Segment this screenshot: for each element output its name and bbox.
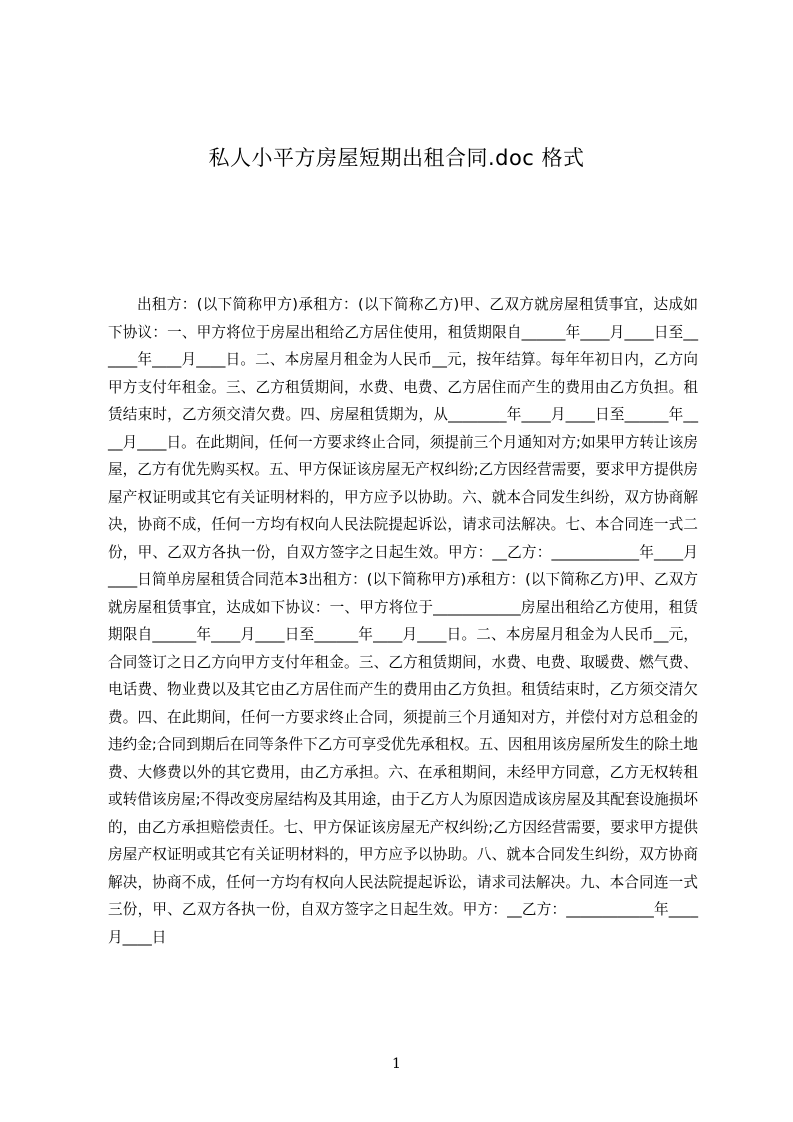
contract-body-paragraph: 出租方：(以下简称甲方)承租方：(以下简称乙方)甲、乙双方就房屋租赁事宜，达成如下协议：一、甲方将位于房屋出租给乙方居住使用，租赁期限自______年____月____日至______年____月____日。二、本房屋月租金为人民币__元，按年结算。每年年初日内，乙方向甲方支付年租金。三、乙方租赁期间，水费、电费、乙方居住而产生的费用由乙方负担。租赁结束时，乙方须交清欠费。四、房屋租赁期为，从________年____月____日至______年____月____日。在此期间，任何一方要求终止合同，须提前三个月通知对方;如果甲方转让该房屋，乙方有优先购买权。五、甲方保证该房屋无产权纠纷;乙方因经营需要，要求甲方提供房屋产权证明或其它有关证明材料的，甲方应予以协助。六、就本合同发生纠纷，双方协商解决，协商不成，任何一方均有权向人民法院提起诉讼，请求司法解决。七、本合同连一式二份，甲、乙双方各执一份，自双方签字之日起生效。甲方：__乙方：____________年____月____日简单房屋租赁合同范本3出租方：(以下简称甲方)承租方：(以下简称乙方)甲、乙双方就房屋租赁事宜，达成如下协议：一、甲方将位于____________房屋出租给乙方使用，租赁期限自______年____月____日至______年____月____日。二、本房屋月租金为人民币__元，合同签订之日乙方向甲方支付年租金。三、乙方租赁期间，水费、电费、取暖费、燃气费、电话费、物业费以及其它由乙方居住而产生的费用由乙方负担。租赁结束时，乙方须交清欠费。四、在此期间，任何一方要求终止合同，须提前三个月通知对方，并偿付对方总租金的违约金;合同到期后在同等条件下乙方可享受优先承租权。五、因租用该房屋所发生的除土地费、大修费以外的其它费用，由乙方承担。六、在承租期间，未经甲方同意，乙方无权转租或转借该房屋;不得改变房屋结构及其用途，由于乙方人为原因造成该房屋及其配套设施损坏的，由乙方承担赔偿责任。七、甲方保证该房屋无产权纠纷;乙方因经营需要，要求甲方提供房屋产权证明或其它有关证明材料的，甲方应予以协助。八、就本合同发生纠纷，双方协商解决，协商不成，任何一方均有权向人民法院提起诉讼，请求司法解决。九、本合同连一式三份，甲、乙双方各执一份，自双方签字之日起生效。甲方：__乙方：____________年____月____日 bbox=[108, 296, 698, 946]
document-title: 私人小平方房屋短期出租合同.doc 格式 bbox=[208, 146, 585, 170]
page-number: 1 bbox=[392, 1056, 401, 1072]
